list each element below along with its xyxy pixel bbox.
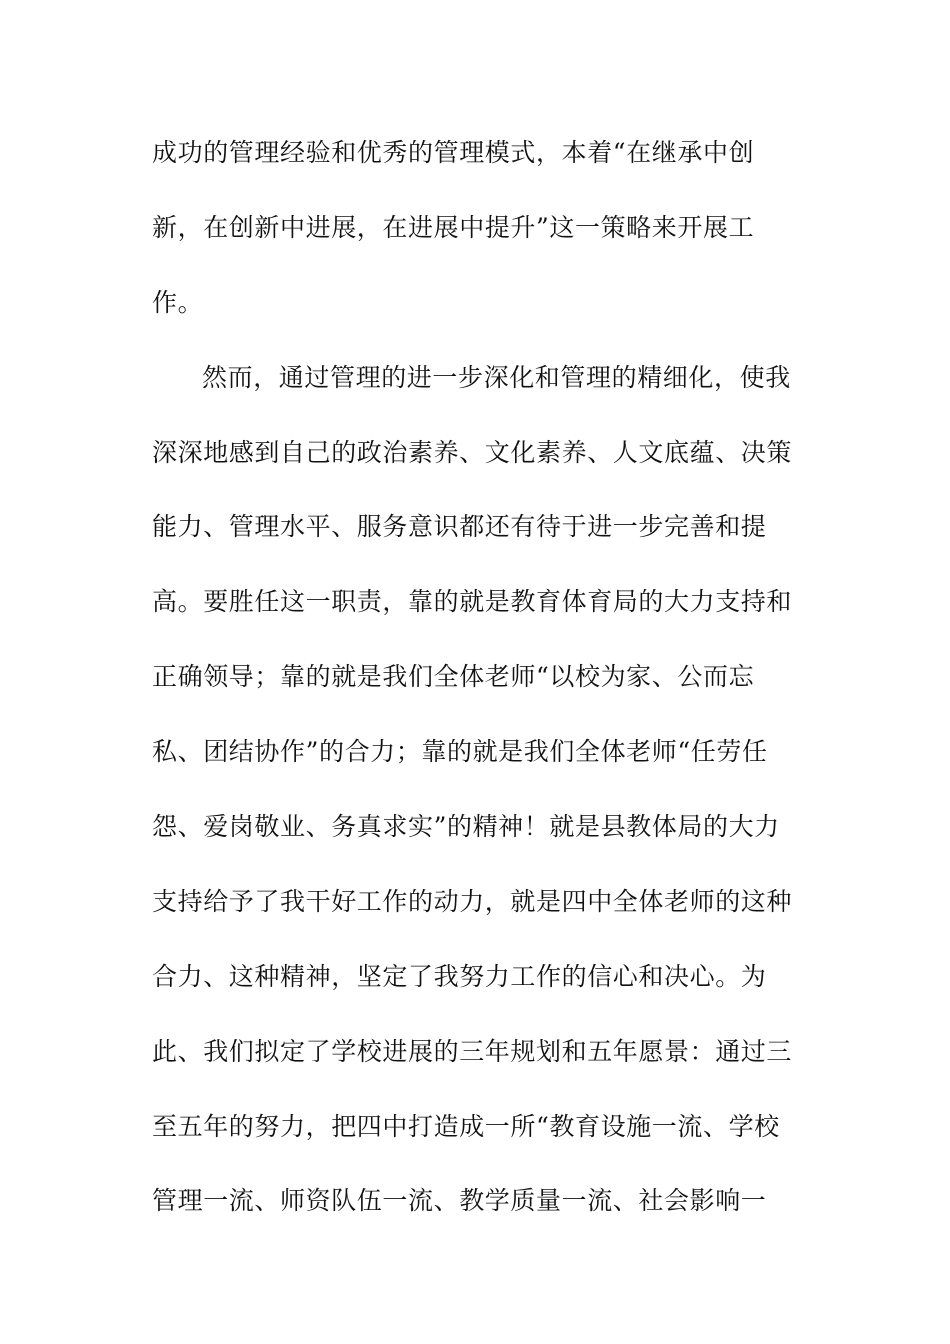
text-line: 怨、爱岗敬业、务真求实”的精神！就是县教体局的大力 (152, 812, 780, 842)
text-line: 管理一流、师资队伍一流、教学质量一流、社会影响一 (152, 1186, 767, 1216)
text-line: 高。要胜任这一职责，靠的就是教育体育局的大力支持和 (152, 587, 793, 617)
text-line: 私、团结协作”的合力；靠的就是我们全体老师“任劳任 (152, 737, 768, 767)
text-line: 能力、管理水平、服务意识都还有待于进一步完善和提 (152, 512, 767, 542)
text-line: 作。 (152, 287, 204, 317)
paragraph-first-line: 然而，通过管理的进一步深化和管理的精细化，使我 (202, 362, 791, 392)
text-line: 至五年的努力，把四中打造成一所“教育设施一流、学校 (152, 1111, 780, 1141)
text-line: 新，在创新中进展，在进展中提升”这一策略来开展工 (152, 212, 755, 242)
text-line: 正确领导；靠的就是我们全体老师“以校为家、公而忘 (152, 662, 755, 692)
body-text (152, 129, 812, 1252)
text-line: 深深地感到自己的政治素养、文化素养、人文底蕴、决策 (152, 437, 793, 467)
text-line: 合力、这种精神，坚定了我努力工作的信心和决心。为 (152, 961, 767, 991)
text-line: 成功的管理经验和优秀的管理模式，本着“在继承中创 (152, 138, 755, 167)
text-line: 此、我们拟定了学校进展的三年规划和五年愿景：通过三 (152, 1036, 793, 1066)
text-line: 支持给予了我干好工作的动力，就是四中全体老师的这种 (152, 886, 793, 916)
